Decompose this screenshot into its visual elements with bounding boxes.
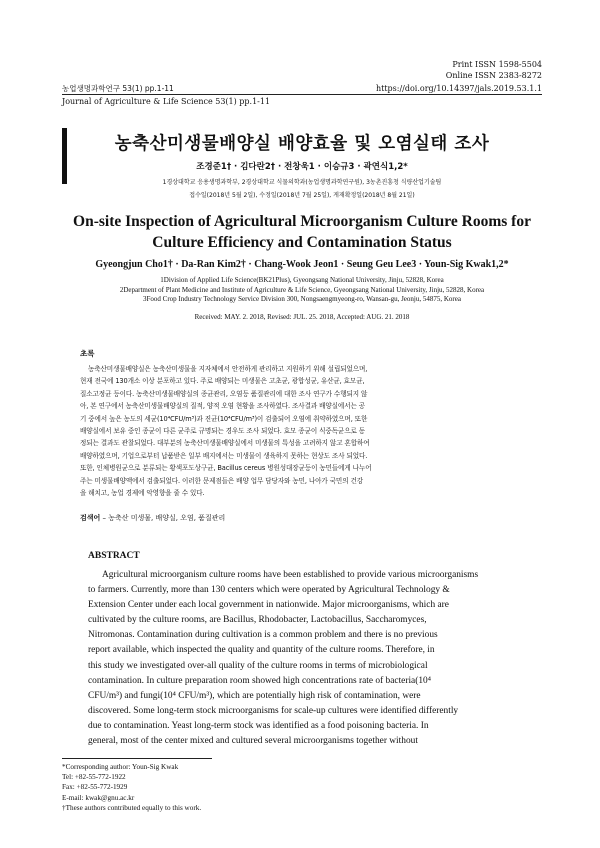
abstract-kr-line: 기 중에서 높은 농도의 세균(10⁴CFU/m³)과 진균(10⁴CFU/m³)이 검출되어 오염에 취약하였으며, 또한 [80,414,368,423]
title-en-line-2: Culture Efficiency and Contamination Status [152,234,452,251]
dates-kr: 접수일(2018년 5월 2일), 수정일(2018년 7월 25일), 게재확정일(2018년 8월 21일) [189,192,415,199]
abstract-en-line: to farmers. Currently, more than 130 centers which were operated by Agricultural Technology & [88,585,450,596]
footnote-tel: Tel: +82-55-772-1922 [62,773,126,782]
title-en-line-1: On-site Inspection of Agricultural Microorganism Culture Rooms for [73,213,531,230]
abstract-en-body [88,568,516,749]
keywords-kr [80,513,225,523]
affiliations-en [62,276,542,305]
footnote-email[interactable]: E-mail: kwak@gnu.ac.kr [62,793,135,802]
footnote-corresponding: *Corresponding author: Youn-Sig Kwak [62,763,179,771]
dates-en: Received: MAY. 2. 2018, Revised: JUL. 25. 2018, Accepted: AUG. 21. 2018 [194,313,410,321]
abstract-en-line: CFU/m³) and fungi(10⁴ CFU/m³), which are potentially high risk of contamination, were [88,690,421,701]
abstract-kr-line: 정되는 결과도 관찰되었다. 대부분의 농축산미생물배양실에서 미생물의 특성을 고려하지 않고 혼합하여 [80,439,370,448]
abstract-kr-line: 을 해치고, 농업 경제에 악영향을 줄 수 있다. [80,489,205,498]
abstract-en-line: cultivated by the culture rooms, are Bacillus, Rhodobacter, Lactobacillus, Saccharomyces, [88,615,427,626]
abstract-kr-line: 현재 전국에 130개소 이상 분포하고 있다. 주로 배양되는 미생물은 고초균, 광합성균, 유산균, 효모균, [80,377,365,386]
abstract-kr-line: 배양하였으며, 기업으로부터 납품받은 일부 배지에서는 미생물이 생육하지 못하는 현상도 조사 되었다. [80,451,368,460]
abstract-en-line: contamination. In culture preparation room showed high concentrations rate of bacteria(10⁴ [88,675,431,686]
abstract-kr-line: 주는 미생물배양액에서 검출되었다. 이러한 문제점들은 배양 업무 담당자와 농민, 나아가 국민의 건강 [80,476,363,485]
online-issn: Online ISSN 2383-8272 [445,71,542,80]
affiliations-kr: 1경상대학교 응용생명과학부, 2경상대학교 식물의학과(농업생명과학연구원), 3농촌진흥청 식량산업기술팀 [162,179,442,186]
abstract-kr-line: 아, 본 연구에서 농축산미생물배양실의 질적, 양적 오염 현황을 조사하였다. 조사결과 배양실에서는 공 [80,402,365,411]
footnotes [62,762,201,813]
abstract-en-line: Nitromonas. Contamination during cultivation is a common problem and there is no previous [88,630,438,641]
footnote-equal-contribution: †These authors contributed equally to this work. [62,803,202,812]
abstract-en-heading: ABSTRACT [88,551,140,561]
abstract-kr-body [80,363,524,499]
affiliation-en-3: 3Food Crop Industry Technology Service Division 300, Nongsaengmyeong-ro, Wansan-gu, Jeonju, 54875, Korea [143,295,461,303]
abstract-en-line: report available, which inspected the quality and quantity of the culture rooms. Therefore, in [88,645,435,656]
abstract-en-line: Agricultural microorganism culture rooms have been established to provide various microorganisms [102,570,479,580]
print-issn: Print ISSN 1598-5504 [452,60,542,69]
abstract-en-line: general, most of the center mixed and cultured several microorganisms together without [88,736,418,747]
abstract-kr-line: 배양실에서 보유 중인 종균이 다른 균주로 규명되는 경우도 조사 되었다. 효모 종균이 식중독균으로 동 [80,427,365,436]
footnote-fax: Fax: +82-55-772-1929 [62,783,128,792]
abstract-en-line: due to contamination. Yeast long-term stock was identified as a food poisoning bacteria. In [88,720,429,731]
authors-kr: 조경준1† · 김다란2† · 전창욱1 · 이승규3 · 곽연식1,2* [196,162,408,172]
abstract-en-line: this study we investigated over-all quality of the culture rooms in terms of microbiological [88,660,428,671]
abstract-kr-line: 농축산미생물배양실은 농축산미생물을 지자체에서 안전하게 관리하고 지원하기 위해 설립되었으며, [88,365,368,373]
journal-kr: 농업생명과학연구 53(1) pp.1-11 [62,84,174,93]
abstract-en-line: discovered. Some long-term stock microorganisms for scale-up cultures were identified differently [88,705,459,716]
abstract-en-line: Extension Center under each local government in nationwide. Major microorganisms, which are [88,600,449,611]
header-rule [62,94,542,95]
footnote-rule [62,758,212,759]
keywords-list: – 농축산 미생물, 배양실, 오염, 품질관리 [102,514,226,522]
affiliation-en-1: 1Division of Applied Life Science(BK21Plus), Gyeongsang National University, Jinju, 52828, Korea [160,276,444,284]
abstract-kr-heading: 초록 [80,349,95,358]
affiliation-en-2: 2Department of Plant Medicine and Institute of Agriculture & Life Science, Gyeongsang National University, Jinju, 52828, Korea [119,285,485,294]
keywords-label: 검색어 [80,514,101,522]
abstract-kr-line: 질소고정균 등이다. 농축산미생물배양실의 종균관리, 오염등 품질관리에 대한 조사 연구가 수행되지 않 [80,389,368,398]
title-kr: 농축산미생물배양실 배양효율 및 오염실태 조사 [114,134,490,154]
abstract-kr-line: 또한, 인체병원균으로 분류되는 황색포도상구균, Bacillus cereus 병원성대장균등이 농민들에게 나누어 [80,464,372,473]
doi-link[interactable]: https://doi.org/10.14397/jals.2019.53.1.1 [375,84,542,93]
journal-en: Journal of Agriculture & Life Science 53(1) pp.1-11 [62,97,271,106]
authors-en: Gyeongjun Cho1† · Da-Ran Kim2† · Chang-Wook Jeon1 · Seung Geu Lee3 · Youn-Sig Kwak1,2* [95,259,509,270]
